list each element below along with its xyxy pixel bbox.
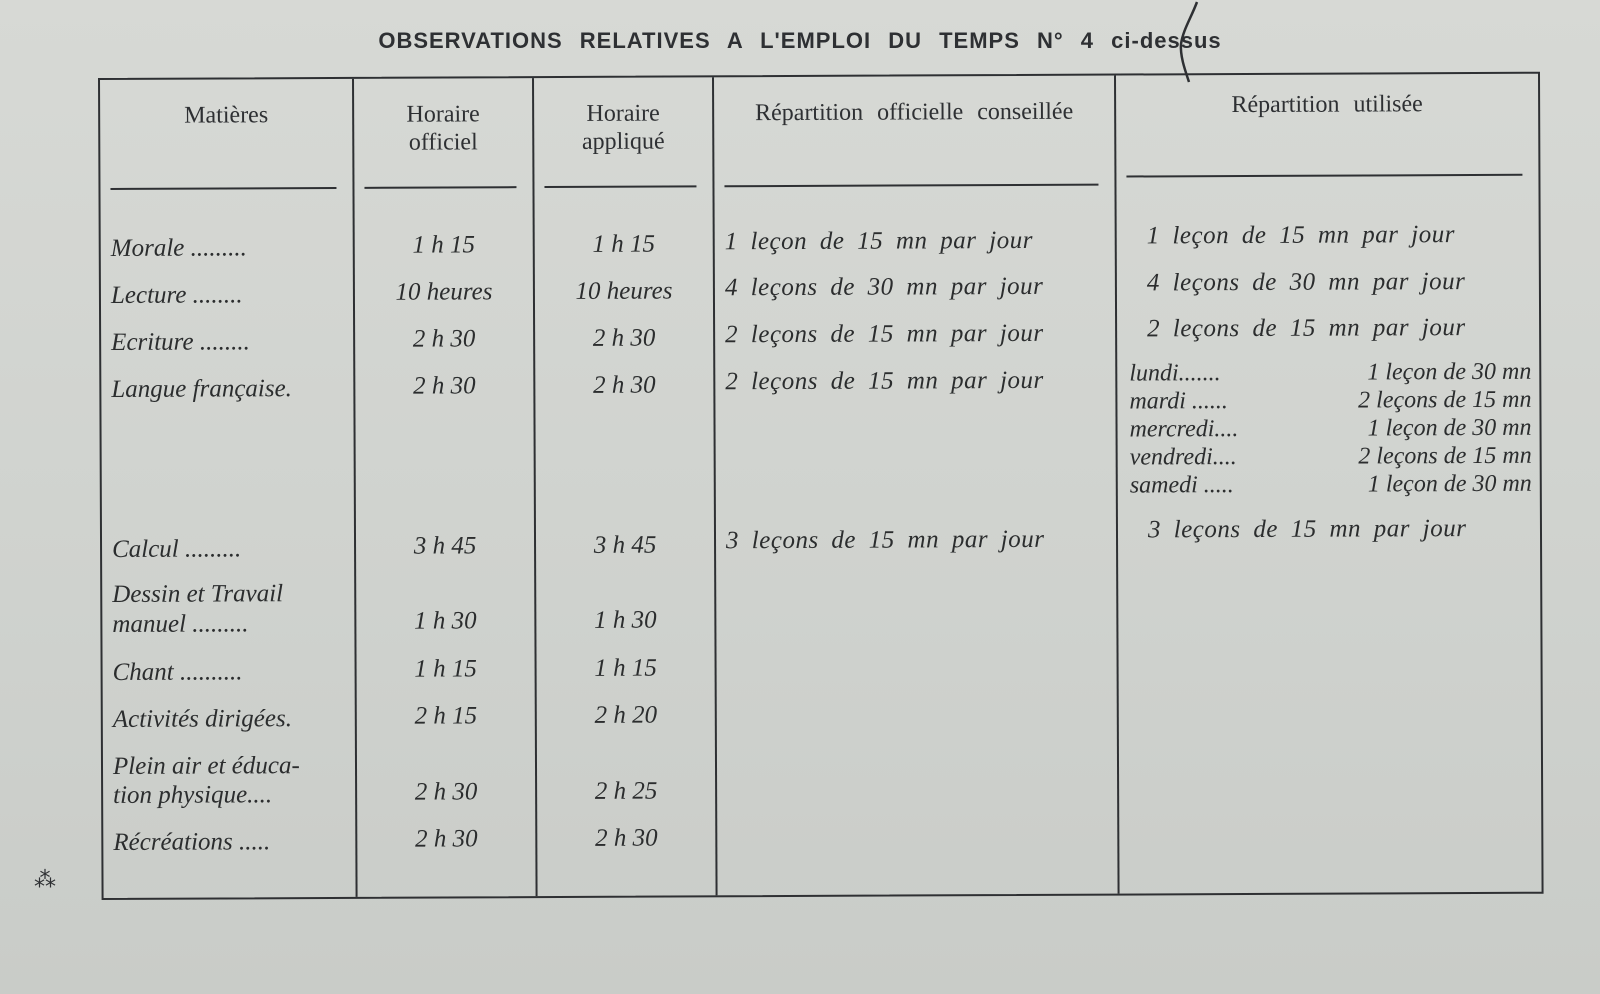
header-rule [1126, 174, 1522, 178]
subject-dessin-line2: manuel ......... [112, 610, 249, 638]
officiel-recreations: 2 h 30 [415, 825, 478, 853]
utilisee-ecriture: 2 leçons de 15 mn par jour [1147, 314, 1466, 343]
applique-langue: 2 h 30 [593, 371, 656, 399]
day-label: mardi ...... [1129, 388, 1228, 415]
applique-activites: 2 h 20 [594, 701, 658, 729]
applique-plein-air: 2 h 25 [594, 777, 658, 805]
subject-dessin-line1: Dessin et Travail [112, 580, 284, 608]
subject-chant: Chant .......... [112, 658, 243, 686]
utilisee-morale: 1 leçon de 15 mn par jour [1146, 221, 1455, 250]
subject-plein-air-line1: Plein air et éduca- [112, 752, 300, 780]
header-matieres: Matières [184, 102, 269, 129]
header-repartition-conseillee: Répartition officielle conseillée [755, 98, 1074, 127]
day-label: vendredi.... [1129, 444, 1237, 471]
officiel-ecriture: 2 h 30 [412, 325, 476, 353]
applique-lecture: 10 heures [575, 277, 673, 305]
subject-plein-air-line2: tion physique.... [113, 781, 273, 809]
applique-dessin: 1 h 30 [594, 606, 657, 634]
applique-ecriture: 2 h 30 [592, 324, 656, 352]
applique-recreations: 2 h 30 [595, 824, 658, 852]
column-repartition-utilisee [1116, 74, 1542, 894]
header-horaire-officiel: Horaire officiel [406, 101, 480, 156]
header-rule [544, 185, 696, 188]
officiel-langue: 2 h 30 [413, 372, 476, 400]
day-value: 2 leçons de 15 mn [1358, 442, 1532, 470]
subject-langue-francaise: Langue française. [111, 375, 292, 403]
day-line [1130, 442, 1532, 472]
day-label: samedi ..... [1129, 472, 1234, 499]
subject-lecture: Lecture ........ [110, 281, 243, 309]
header-rule [110, 187, 336, 190]
officiel-morale: 1 h 15 [412, 231, 476, 259]
day-line [1129, 386, 1531, 416]
day-line [1130, 470, 1532, 500]
conseillee-langue: 2 leçons de 15 mn par jour [725, 366, 1044, 396]
officiel-activites: 2 h 15 [414, 702, 478, 730]
utilisee-calcul: 3 leçons de 15 mn par jour [1147, 515, 1467, 544]
header-horaire-applique: Horaire appliqué [581, 100, 665, 155]
subject-ecriture: Ecriture ........ [111, 328, 250, 356]
subject-activites: Activités dirigées. [112, 705, 292, 733]
column-matieres [100, 79, 358, 898]
conseillee-morale: 1 leçon de 15 mn par jour [724, 226, 1033, 256]
day-value: 1 leçon de 30 mn [1367, 358, 1532, 386]
pencil-mark-icon [1175, 0, 1205, 84]
subject-calcul: Calcul ......... [111, 535, 242, 563]
schedule-table [98, 72, 1544, 900]
subject-recreations: Récréations ..... [113, 828, 271, 856]
officiel-chant: 1 h 15 [414, 655, 477, 683]
officiel-dessin: 1 h 30 [414, 607, 477, 635]
day-line [1129, 358, 1531, 388]
officiel-plein-air: 2 h 30 [414, 778, 478, 806]
conseillee-ecriture: 2 leçons de 15 mn par jour [725, 319, 1044, 349]
langue-francaise-days [1129, 358, 1532, 500]
day-label: lundi....... [1129, 360, 1221, 387]
conseillee-calcul: 3 leçons de 15 mn par jour [725, 525, 1045, 555]
utilisee-lecture: 4 leçons de 30 mn par jour [1146, 268, 1466, 297]
header-rule [724, 184, 1098, 188]
applique-chant: 1 h 15 [594, 654, 657, 682]
header-rule [364, 186, 516, 189]
page-title: OBSERVATIONS RELATIVES A L'EMPLOI DU TEMPS N° 4 ci-dessus [378, 28, 1222, 53]
page-marker-icon: ⁂ [34, 868, 56, 893]
day-value: 1 leçon de 30 mn [1367, 470, 1532, 498]
officiel-lecture: 10 heures [395, 278, 493, 306]
day-value: 2 leçons de 15 mn [1358, 386, 1532, 414]
applique-morale: 1 h 15 [592, 230, 656, 258]
column-horaire-applique [534, 77, 718, 896]
officiel-calcul: 3 h 45 [413, 532, 477, 560]
column-horaire-officiel [354, 78, 538, 897]
subject-morale: Morale ......... [110, 234, 247, 262]
day-label: mercredi.... [1129, 416, 1239, 443]
column-repartition-conseillee [714, 76, 1120, 896]
day-value: 1 leçon de 30 mn [1367, 414, 1532, 442]
day-line [1129, 414, 1531, 444]
conseillee-lecture: 4 leçons de 30 mn par jour [724, 272, 1044, 302]
applique-calcul: 3 h 45 [593, 531, 657, 559]
header-repartition-utilisee: Répartition utilisée [1231, 91, 1423, 119]
